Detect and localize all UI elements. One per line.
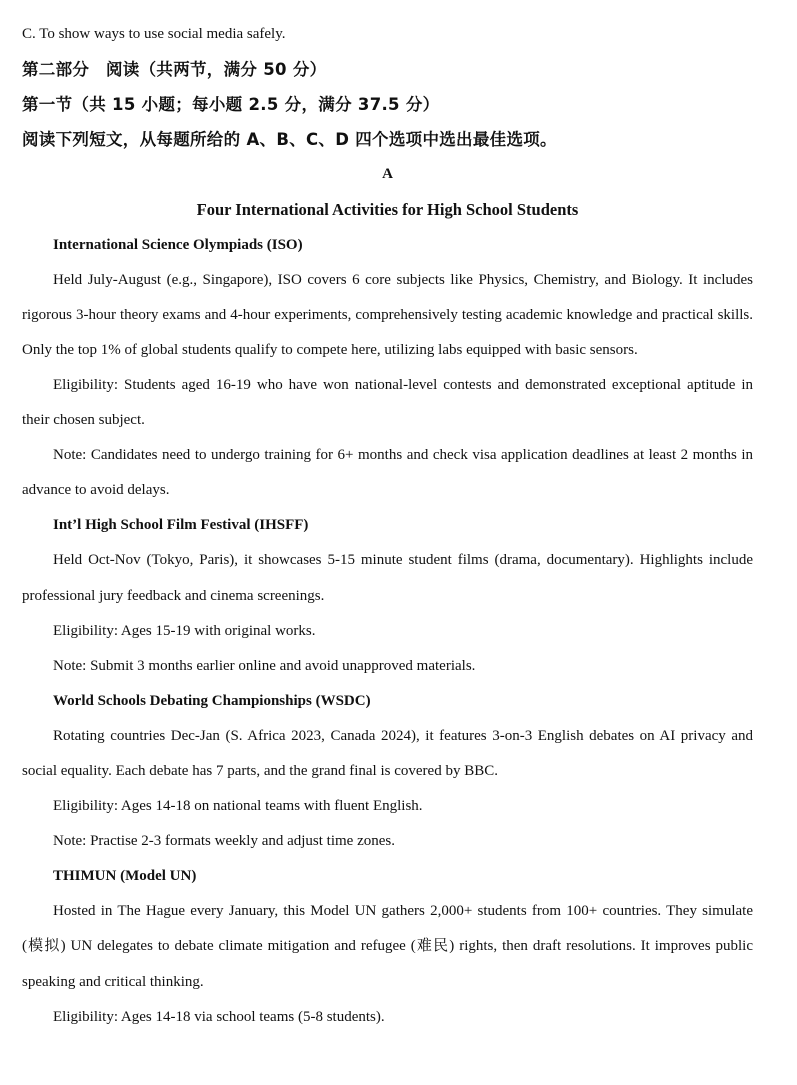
activity-description: Held Oct-Nov (Tokyo, Paris), it showcases 5-15 minute student films (drama, documentary). Highlights include professional jury feedback and cinema screenings.	[22, 552, 753, 604]
section-heading: 第二部分 阅读（共两节，满分 50 分）	[22, 60, 327, 80]
activity-wsdc	[22, 684, 753, 859]
passage-title: Four International Activities for High School Students	[196, 200, 579, 220]
activity-description: Held July-August (e.g., Singapore), ISO covers 6 core subjects like Physics, Chemistry, and Biology. It includes rigorous 3-hour theory exams and 4-hour experiments, comprehensively testing academic knowledge and practical skills. Only the top 1% of global students qualify to compete here, utilizing labs equipped with basic sensors.	[22, 271, 753, 358]
activity-heading: THIMUN (Model UN)	[53, 868, 197, 885]
activity-eligibility: Eligibility: Ages 14-18 on national teams with fluent English.	[53, 798, 423, 815]
activity-eligibility: Eligibility: Ages 14-18 via school teams (5-8 students).	[53, 1008, 385, 1025]
activity-eligibility: Eligibility: Students aged 16-19 who have won national-level contests and demonstrated exceptional aptitude in their chosen subject.	[22, 376, 753, 429]
activity-heading: International Science Olympiads (ISO)	[53, 236, 303, 253]
instructions: 阅读下列短文，从每题所给的 A、B、C、D 四个选项中选出最佳选项。	[22, 130, 557, 150]
activity-note: Note: Candidates need to undergo training for 6+ months and check visa application deadlines at least 2 months in advance to avoid delays.	[22, 447, 753, 499]
activity-ihsff	[22, 508, 753, 683]
activity-description: Hosted in The Hague every January, this Model UN gathers 2,000+ students from 100+ countries. They simulate (模拟) UN delegates to debate climate mitigation and refugee (难民) rights, then draft resolutions. It improves public speaking and critical thinking.	[22, 903, 753, 990]
activity-note: Note: Practise 2-3 formats weekly and adjust time zones.	[53, 833, 395, 850]
activity-heading: World Schools Debating Championships (WSDC)	[53, 692, 371, 709]
activity-description: Rotating countries Dec-Jan (S. Africa 2023, Canada 2024), it features 3-on-3 English debates on AI privacy and social equality. Each debate has 7 parts, and the grand final is covered by BBC.	[22, 727, 753, 779]
passage-label: A	[382, 166, 393, 183]
activity-eligibility: Eligibility: Ages 15-19 with original works.	[53, 622, 316, 639]
activity-iso	[22, 228, 753, 509]
activity-thimun	[22, 859, 753, 1034]
activity-note: Note: Submit 3 months earlier online and avoid unapproved materials.	[53, 657, 476, 674]
previous-question-option: C. To show ways to use social media safely.	[22, 26, 286, 42]
subsection-heading: 第一节（共 15 小题；每小题 2.5 分，满分 37.5 分）	[22, 95, 440, 115]
activity-heading: Int’l High School Film Festival (IHSFF)	[53, 517, 309, 534]
